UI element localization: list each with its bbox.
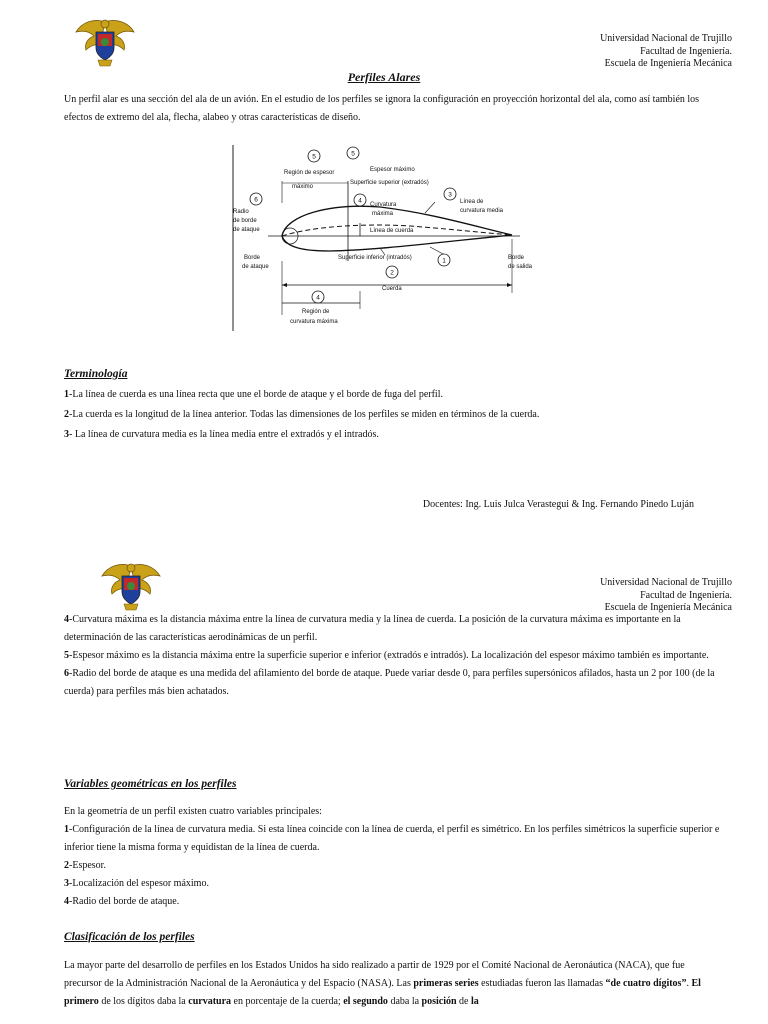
- callout-3: 3: [448, 191, 452, 199]
- label-curvatura-2: máxima: [372, 211, 394, 217]
- school-name: Escuela de Ingeniería Mecánica: [604, 602, 732, 613]
- text-run: La mayor parte del desarrollo de perfiles en los Estados Unidos ha sido realizado a partir de 1929 por el Comité Nacional de Aeronáutica (NACA), que fue precursor de la Administración Nacional de la Aeronáutica y del Espacio (NASA). Las: [64, 960, 685, 989]
- page-title: [0, 70, 768, 85]
- label-linea-cuerda: Línea de cuerda: [370, 228, 414, 234]
- clasificacion-paragraph: [64, 957, 724, 1011]
- bold-run: El primero: [64, 978, 701, 1007]
- page-title-text: Perfiles Alares: [347, 70, 421, 84]
- callout-2: 2: [390, 269, 394, 277]
- text-run: de: [456, 996, 471, 1007]
- bold-run: “de cuatro dígitos”: [605, 978, 687, 989]
- text-run: de los dígitos daba la: [98, 996, 189, 1007]
- bold-run: primeras series: [413, 978, 479, 989]
- callout-4a: 4: [358, 197, 362, 205]
- term-number: 6: [64, 668, 69, 679]
- variable-text: -Localización del espesor máximo.: [69, 878, 209, 889]
- label-borde-salida-1: Borde: [508, 255, 525, 261]
- university-crest-logo: [74, 16, 136, 68]
- label-sup-superior: Superficie superior (extradós): [350, 180, 429, 186]
- label-region-espesor-1: Región de espesor: [284, 170, 335, 176]
- university-name: Universidad Nacional de Trujillo: [600, 577, 732, 588]
- intro-text: Un perfil alar es una sección del ala de un avión. En el estudio de los perfiles se ignora la configuración en proyección horizontal del ala, como así también los efectos de extremo del ala, flecha, alabeo y otras características de diseño.: [64, 94, 700, 123]
- intro-paragraph: [64, 91, 724, 127]
- term-number: 4: [64, 614, 69, 625]
- university-name: Universidad Nacional de Trujillo: [600, 33, 732, 44]
- section-clasificacion-text: Clasificación de los perfiles: [64, 931, 195, 943]
- callout-1: 1: [442, 257, 446, 265]
- term-item: [64, 426, 724, 444]
- terminology-list: [64, 386, 724, 444]
- bold-run: el segundo: [343, 996, 388, 1007]
- text-run: en porcentaje de la cuerda;: [231, 996, 344, 1007]
- university-crest-logo-2: [100, 560, 162, 612]
- variable-text: -Espesor.: [69, 860, 106, 871]
- clasificacion-text: [64, 957, 724, 1011]
- label-region-espesor-2: máximo: [292, 184, 314, 190]
- text-run: daba la: [387, 996, 422, 1007]
- callout-6: 6: [254, 196, 258, 204]
- variable-item: [64, 875, 724, 893]
- callout-5a: 5: [312, 153, 316, 161]
- label-cuerda: Cuerda: [382, 286, 402, 292]
- text-run: .: [686, 978, 692, 989]
- label-linea-media-2: curvatura media: [460, 208, 504, 214]
- label-radio-1: Radio: [233, 209, 249, 215]
- callout-5b: 5: [351, 150, 355, 158]
- variable-item: [64, 821, 724, 857]
- variable-number: 1: [64, 824, 69, 835]
- label-region-curv-1: Región de: [302, 309, 330, 315]
- term-number: 1: [64, 389, 69, 400]
- text-run: estudiadas fueron las llamadas: [478, 978, 606, 989]
- variable-number: 2: [64, 860, 69, 871]
- label-sup-inferior: Superficie inferior (intradós): [338, 255, 412, 261]
- term-text: -Curvatura máxima es la distancia máxima entre la línea de curvatura media y la línea de cuerda. La posición de la curvatura máxima es importante en la determinación de las características aerodinámicas de un perfil.: [64, 614, 681, 643]
- variable-item: [64, 893, 724, 911]
- label-curvatura-1: Curvatura: [370, 202, 397, 208]
- label-linea-media-1: Línea de: [460, 199, 484, 205]
- label-borde-ataque-2: de ataque: [242, 264, 269, 270]
- section-terminologia-text: Terminología: [64, 368, 128, 380]
- variable-text: -Configuración de la línea de curvatura media. Si esta línea coincide con la línea de cuerda, el perfil es simétrico. En los perfiles simétricos la superficie superior e inferior tiene la misma forma y equidistan de la línea de cuerda.: [64, 824, 720, 853]
- label-borde-salida-2: de salida: [508, 264, 533, 270]
- school-name: Escuela de Ingeniería Mecánica: [604, 58, 732, 69]
- term-text: -Radio del borde de ataque es una medida del afilamiento del borde de ataque. Puede variar desde 0, para perfiles supersónicos afilados, hasta un 2 por 100 (de la cuerda) para perfiles más bien achatados.: [64, 668, 715, 697]
- term-item: [64, 386, 724, 404]
- institution-header: [600, 33, 732, 71]
- variable-text: -Radio del borde de ataque.: [69, 896, 180, 907]
- institution-header-2: [600, 577, 732, 615]
- term-number: 3: [64, 429, 69, 440]
- faculty-name: Facultad de Ingeniería.: [640, 589, 732, 601]
- term-number: 5: [64, 650, 69, 661]
- term-text: -La línea de cuerda es una línea recta que une el borde de ataque y el borde de fuga del perfil.: [69, 389, 443, 400]
- term-item: [64, 406, 724, 424]
- section-clasificacion-heading: [64, 931, 195, 943]
- callout-4b: 4: [316, 294, 320, 302]
- term-number: 2: [64, 409, 69, 420]
- bold-run: la: [471, 996, 479, 1007]
- term-item: [64, 611, 724, 647]
- footer-text: Docentes: Ing. Luis Julca Verastegui & Ing. Fernando Pinedo Luján: [422, 499, 694, 510]
- label-espesor-max: Espesor máximo: [370, 167, 415, 173]
- term-text: -Espesor máximo es la distancia máxima entre la superficie superior e inferior (extradós e intradós). La localización del espesor máximo también es importante.: [69, 650, 709, 661]
- section-variables-heading: [64, 778, 237, 790]
- section-terminologia-heading: [64, 368, 127, 380]
- airfoil-diagram: [230, 143, 533, 333]
- variable-number: 3: [64, 878, 69, 889]
- label-radio-3: de ataque: [233, 227, 260, 233]
- page-footer: [423, 499, 694, 510]
- label-borde-ataque-1: Borde: [244, 255, 261, 261]
- term-item: [64, 647, 724, 665]
- label-radio-2: de borde: [233, 218, 257, 224]
- terminology-list-continued: [64, 611, 724, 701]
- variable-item: [64, 857, 724, 875]
- variables-intro: En la geometría de un perfil existen cuatro variables principales:: [64, 806, 322, 817]
- variable-number: 4: [64, 896, 69, 907]
- bold-run: posición: [421, 996, 457, 1007]
- faculty-name: Facultad de Ingeniería.: [640, 45, 732, 57]
- bold-run: curvatura: [188, 996, 232, 1007]
- variables-list: [64, 803, 724, 911]
- section-variables-text: Variables geométricas en los perfiles: [64, 778, 237, 790]
- term-text: - La línea de curvatura media es la línea media entre el extradós y el intradós.: [69, 429, 379, 440]
- label-region-curv-2: curvatura máxima: [290, 319, 338, 325]
- term-text: -La cuerda es la longitud de la línea anterior. Todas las dimensiones de los perfiles se miden en términos de la cuerda.: [69, 409, 540, 420]
- term-item: [64, 665, 724, 701]
